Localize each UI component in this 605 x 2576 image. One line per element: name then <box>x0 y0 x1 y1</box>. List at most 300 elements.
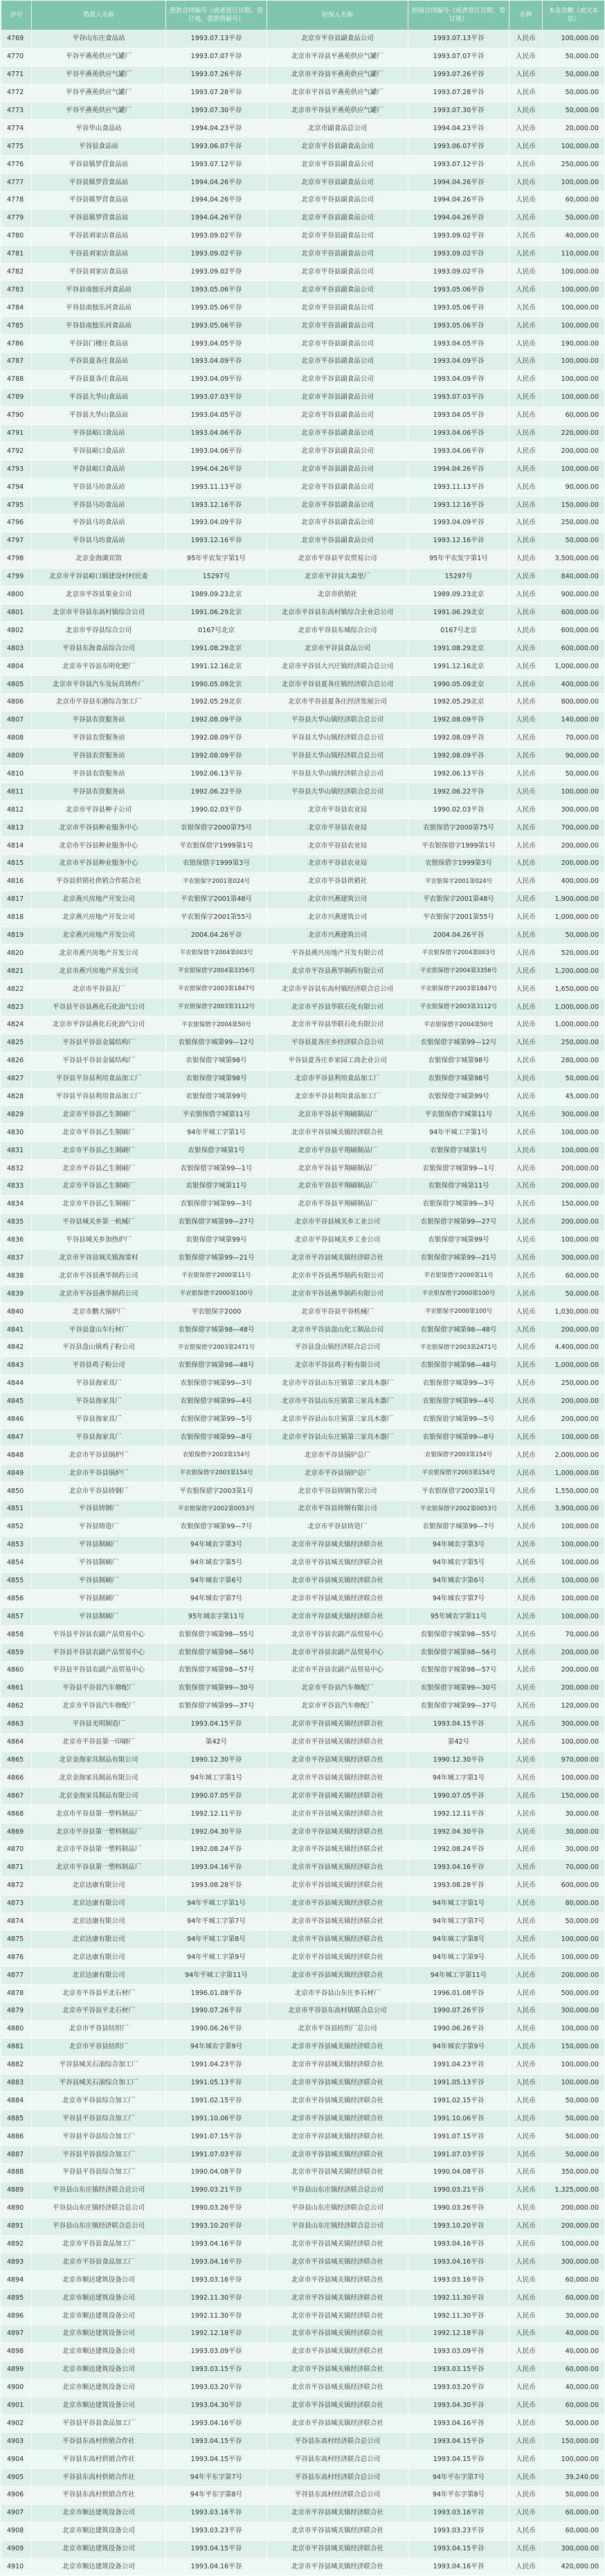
cell-currency: 人民币 <box>509 1106 543 1124</box>
cell-borrower: 北京达康有限公司 <box>32 1931 166 1949</box>
cell-amount: 100,000.00 <box>543 1590 605 1608</box>
cell-seq: 4820 <box>1 945 32 963</box>
cell-guarantee: 农银保借字1999第3号 <box>408 855 509 873</box>
cell-guarantor: 北京市平谷县城关镇经济联合社 <box>267 2038 408 2056</box>
cell-seq: 4848 <box>1 1447 32 1465</box>
cell-borrower: 平谷县南独乐河食品站 <box>32 317 166 335</box>
table-row <box>1 1644 605 1662</box>
cell-currency: 人民币 <box>509 1339 543 1357</box>
cell-amount: 220,000.00 <box>543 424 605 442</box>
cell-guarantor: 平谷县燕兴房地产开发有限公司 <box>267 945 408 963</box>
cell-contract: 1992.06.13平谷 <box>166 765 267 783</box>
cell-currency: 人民币 <box>509 1249 543 1267</box>
cell-seq: 4770 <box>1 48 32 66</box>
cell-borrower: 平谷县平谷县金属结构厂 <box>32 1052 166 1070</box>
cell-borrower: 平谷县东高村供销合作社 <box>32 2451 166 2469</box>
header-row <box>1 1 605 30</box>
cell-seq: 4898 <box>1 2343 32 2361</box>
table-row <box>1 138 605 156</box>
cell-borrower: 平谷县马坊食品站 <box>32 497 166 515</box>
table-row <box>1 2540 605 2558</box>
cell-seq: 4889 <box>1 2181 32 2199</box>
cell-seq: 4790 <box>1 406 32 424</box>
table-row <box>1 1088 605 1106</box>
cell-seq: 4901 <box>1 2397 32 2415</box>
cell-borrower: 平谷县镇罗营食品站 <box>32 174 166 192</box>
cell-borrower: 平谷县东高村供销合作社 <box>32 2433 166 2451</box>
cell-guarantor: 北京市平谷县城关镇经济联合社 <box>267 1967 408 1985</box>
cell-guarantee: 1994.04.26平谷 <box>408 209 509 227</box>
cell-seq: 4851 <box>1 1501 32 1519</box>
cell-amount: 30,000.00 <box>543 2307 605 2325</box>
cell-currency: 人民币 <box>509 156 543 174</box>
table-row <box>1 2181 605 2199</box>
cell-amount: 70,000.00 <box>543 1626 605 1644</box>
cell-currency: 人民币 <box>509 1662 543 1680</box>
cell-guarantor: 北京市平谷县城关镇经济联合社 <box>267 2522 408 2540</box>
cell-contract: 1993.04.30平谷 <box>166 2397 267 2415</box>
cell-guarantor: 平谷县大华山镇经济联合总公司 <box>267 783 408 801</box>
table-row <box>1 335 605 353</box>
cell-amount: 100,000.00 <box>543 1429 605 1447</box>
cell-contract: 1993.03.09平谷 <box>166 2343 267 2361</box>
cell-contract: 1990.06.26平谷 <box>166 2020 267 2038</box>
cell-borrower: 北京市顺达建筑设备公司 <box>32 2379 166 2397</box>
cell-amount: 40,000.00 <box>543 2379 605 2397</box>
cell-guarantor: 北京市平谷县城关镇经济联合社 <box>267 2504 408 2522</box>
cell-guarantee: 平农银保借字城第11号 <box>408 1106 509 1124</box>
cell-guarantee: 1993.07.07平谷 <box>408 48 509 66</box>
cell-contract: 农银保借字2000第75号 <box>166 819 267 837</box>
table-row <box>1 658 605 676</box>
cell-guarantor: 北京市平谷县城关镇经济联合社 <box>267 1877 408 1895</box>
cell-seq: 4769 <box>1 30 32 48</box>
table-row <box>1 1590 605 1608</box>
cell-guarantor: 北京市平谷县副食品公司 <box>267 442 408 460</box>
cell-seq: 4847 <box>1 1429 32 1447</box>
cell-contract: 1993.05.06平谷 <box>166 299 267 317</box>
table-row <box>1 1697 605 1715</box>
cell-currency: 人民币 <box>509 1195 543 1213</box>
cell-guarantor: 北京市平谷县山东庄镇第三家具木器厂 <box>267 1411 408 1429</box>
table-row <box>1 855 605 873</box>
table-row <box>1 945 605 963</box>
cell-amount: 150,000.00 <box>543 1787 605 1805</box>
cell-guarantee: 1993.03.16平谷 <box>408 2504 509 2522</box>
cell-contract: 1990.05.09北京 <box>166 676 267 694</box>
cell-guarantor: 北京市平谷县副食品公司 <box>267 497 408 515</box>
table-row <box>1 711 605 729</box>
cell-currency: 人民币 <box>509 2038 543 2056</box>
cell-amount: 200,000.00 <box>543 2217 605 2235</box>
cell-contract: 农银保借字城第99—8号 <box>166 1429 267 1447</box>
cell-guarantee: 1990.07.05平谷 <box>408 1787 509 1805</box>
cell-guarantee: 平农银保字2001第024号 <box>408 873 509 891</box>
table-row <box>1 2146 605 2164</box>
table-row <box>1 2325 605 2343</box>
cell-borrower: 北京市平谷县汽车及玩具铸件厂 <box>32 676 166 694</box>
cell-currency: 人民币 <box>509 765 543 783</box>
cell-amount: 150,000.00 <box>543 1195 605 1213</box>
table-row <box>1 192 605 210</box>
cell-borrower: 北京市平谷县第一塑料制品厂 <box>32 1805 166 1823</box>
cell-amount: 190,000.00 <box>543 335 605 353</box>
cell-contract: 1993.04.09平谷 <box>166 515 267 533</box>
cell-guarantor: 平谷县大华山镇经济联合总公司 <box>267 765 408 783</box>
cell-guarantee: 1992.12.11平谷 <box>408 1805 509 1823</box>
cell-borrower: 平谷县平谷县农副产品贸易中心 <box>32 1644 166 1662</box>
cell-guarantee: 1993.09.02平谷 <box>408 227 509 245</box>
cell-guarantor: 平谷县夏各庄乡经济联合总公司 <box>267 1034 408 1052</box>
cell-seq: 4858 <box>1 1626 32 1644</box>
cell-guarantor: 北京市平谷县副食品公司 <box>267 245 408 263</box>
cell-amount: 100,000.00 <box>543 1769 605 1787</box>
cell-amount: 1,000,000.00 <box>543 1465 605 1483</box>
cell-guarantor: 北京市平谷县城关镇经济联合社 <box>267 1715 408 1733</box>
cell-amount: 50,000.00 <box>543 2415 605 2433</box>
cell-amount: 100,000.00 <box>543 2451 605 2469</box>
cell-guarantee: 平农银保借字2003第1847号 <box>408 981 509 999</box>
cell-amount: 60,000.00 <box>543 2522 605 2540</box>
cell-seq: 4780 <box>1 227 32 245</box>
cell-seq: 4796 <box>1 515 32 533</box>
cell-guarantor: 北京市平谷县城关镇经济联合社 <box>267 1572 408 1590</box>
cell-currency: 人民币 <box>509 2020 543 2038</box>
cell-currency: 人民币 <box>509 1644 543 1662</box>
cell-guarantor: 北京市平谷县副食品公司 <box>267 138 408 156</box>
cell-guarantee: 农银保借字城第99—12号 <box>408 1034 509 1052</box>
cell-guarantee: 第42号 <box>408 1733 509 1751</box>
cell-guarantee: 农银保借字城第99—4号 <box>408 1393 509 1411</box>
cell-amount: 50,000.00 <box>543 2487 605 2505</box>
table-row <box>1 1303 605 1321</box>
table-row <box>1 568 605 586</box>
cell-borrower: 平谷县盘山镇鸡子粉公司 <box>32 1339 166 1357</box>
table-row <box>1 2235 605 2253</box>
cell-contract: 1994.04.26平谷 <box>166 174 267 192</box>
cell-seq: 4831 <box>1 1142 32 1160</box>
cell-guarantee: 1994.04.26平谷 <box>408 174 509 192</box>
cell-contract: 1992.05.29北京 <box>166 693 267 711</box>
cell-borrower: 北京燕兴房地产开发公司 <box>32 927 166 945</box>
cell-borrower: 平谷县刘家店食品站 <box>32 245 166 263</box>
cell-amount: 100,000.00 <box>543 263 605 281</box>
table-row <box>1 1106 605 1124</box>
cell-guarantor: 北京市平谷县农副产品贸易中心 <box>267 1662 408 1680</box>
cell-contract: 1989.09.23北京 <box>166 586 267 604</box>
cell-contract: 平农银保字2001第024号 <box>166 873 267 891</box>
cell-seq: 4837 <box>1 1249 32 1267</box>
cell-guarantee: 农银保借字城第98—57号 <box>408 1662 509 1680</box>
cell-contract: 农银保借字城第98—48号 <box>166 1357 267 1375</box>
cell-borrower: 平谷县马坊食品站 <box>32 515 166 533</box>
cell-seq: 4835 <box>1 1213 32 1231</box>
table-row <box>1 2271 605 2289</box>
cell-contract: 1993.04.06平谷 <box>166 424 267 442</box>
cell-guarantor: 平谷县东高村经济联合总公司 <box>267 2451 408 2469</box>
cell-guarantor: 北京市平谷县平谷机械厂 <box>267 1303 408 1321</box>
cell-currency: 人民币 <box>509 2217 543 2235</box>
cell-borrower: 平谷县大华山食品站 <box>32 406 166 424</box>
cell-currency: 人民币 <box>509 209 543 227</box>
cell-guarantor: 平谷县山东庄镇经济联合总公司 <box>267 2199 408 2217</box>
cell-guarantee: 94年城工字第8号 <box>408 1931 509 1949</box>
cell-currency: 人民币 <box>509 2343 543 2361</box>
cell-currency: 人民币 <box>509 1411 543 1429</box>
cell-currency: 人民币 <box>509 945 543 963</box>
cell-guarantor: 北京市平谷县城关镇经济联合社 <box>267 1769 408 1787</box>
cell-seq: 4905 <box>1 2469 32 2487</box>
cell-contract: 1993.04.15平谷 <box>166 2540 267 2558</box>
cell-guarantee: 1991.12.16北京 <box>408 658 509 676</box>
cell-guarantor: 北京市平谷县利用食品加工厂 <box>267 1088 408 1106</box>
cell-guarantee: 1992.05.29北京 <box>408 693 509 711</box>
cell-currency: 人民币 <box>509 2271 543 2289</box>
cell-borrower: 北京市平谷县城关镇海棠村 <box>32 1249 166 1267</box>
cell-amount: 4,400,000.00 <box>543 1339 605 1357</box>
cell-guarantor: 平谷县盘山镇经济联合总公司 <box>267 1339 408 1357</box>
table-row <box>1 1124 605 1142</box>
cell-seq: 4903 <box>1 2433 32 2451</box>
cell-amount: 400,000.00 <box>543 873 605 891</box>
cell-currency: 人民币 <box>509 1465 543 1483</box>
cell-borrower: 北京市平谷县锅炉厂 <box>32 1465 166 1483</box>
table-row <box>1 1733 605 1751</box>
cell-guarantor: 北京市平谷县山东庄镇第三家具木器厂 <box>267 1393 408 1411</box>
table-row <box>1 729 605 747</box>
cell-contract: 15297号 <box>166 568 267 586</box>
table-row <box>1 1572 605 1590</box>
cell-amount: 100,000.00 <box>543 1231 605 1249</box>
table-row <box>1 1213 605 1231</box>
cell-guarantee: 1993.03.20平谷 <box>408 2379 509 2397</box>
cell-seq: 4904 <box>1 2451 32 2469</box>
cell-seq: 4838 <box>1 1267 32 1285</box>
table-row <box>1 1931 605 1949</box>
cell-guarantee: 平农银保字2001第48号 <box>408 891 509 909</box>
table-row <box>1 981 605 999</box>
cell-amount: 39,240.00 <box>543 2469 605 2487</box>
cell-borrower: 平谷县南独乐河食品站 <box>32 281 166 299</box>
cell-currency: 人民币 <box>509 138 543 156</box>
cell-guarantor: 北京市平谷县大森里厂 <box>267 568 408 586</box>
cell-borrower: 北京市顺达建筑设备公司 <box>32 2307 166 2325</box>
cell-amount: 40,000.00 <box>543 227 605 245</box>
cell-guarantor: 北京市平谷县燕华制药有限公司 <box>267 963 408 981</box>
table-row <box>1 1841 605 1859</box>
header-cell-currency: 币种 <box>509 1 543 30</box>
cell-borrower: 平谷县农资服务站 <box>32 747 166 765</box>
cell-guarantor: 平谷县东高村经济联合总公司 <box>267 2469 408 2487</box>
table-row <box>1 747 605 765</box>
table-row <box>1 1231 605 1249</box>
cell-amount: 100,000.00 <box>543 2235 605 2253</box>
cell-contract: 1991.08.29北京 <box>166 640 267 658</box>
cell-seq: 4845 <box>1 1393 32 1411</box>
cell-contract: 1990.03.21平谷 <box>166 2181 267 2199</box>
cell-guarantor: 平谷县大华山镇经济联合总公司 <box>267 747 408 765</box>
cell-guarantee: 1993.04.05平谷 <box>408 335 509 353</box>
cell-contract: 1993.12.16平谷 <box>166 532 267 550</box>
cell-currency: 人民币 <box>509 1501 543 1519</box>
cell-amount: 50,000.00 <box>543 2128 605 2146</box>
cell-currency: 人民币 <box>509 2128 543 2146</box>
cell-amount: 520,000.00 <box>543 945 605 963</box>
cell-amount: 20,000.00 <box>543 120 605 138</box>
cell-guarantor: 北京市平谷县城关乡工业公司 <box>267 1231 408 1249</box>
cell-seq: 4893 <box>1 2253 32 2271</box>
cell-borrower: 北京市平谷县乙生制刷厂 <box>32 1106 166 1124</box>
cell-currency: 人民币 <box>509 1715 543 1733</box>
cell-currency: 人民币 <box>509 1285 543 1303</box>
cell-guarantee: 94年城农字第3号 <box>408 1536 509 1554</box>
cell-amount: 40,000.00 <box>543 2343 605 2361</box>
cell-contract: 1992.11.30平谷 <box>166 2289 267 2307</box>
cell-borrower: 北京市平谷县乙生制刷厂 <box>32 1124 166 1142</box>
cell-seq: 4888 <box>1 2163 32 2181</box>
cell-currency: 人民币 <box>509 658 543 676</box>
cell-seq: 4906 <box>1 2487 32 2505</box>
cell-guarantor: 北京市平谷县华联石化有限公司 <box>267 999 408 1017</box>
table-header <box>1 1 605 30</box>
cell-guarantee: 1993.04.05平谷 <box>408 406 509 424</box>
cell-guarantor: 平谷县山东庄镇经济联合总公司 <box>267 2217 408 2235</box>
cell-amount: 50,000.00 <box>543 1285 605 1303</box>
cell-guarantor: 北京市平谷县汽车修配厂 <box>267 1697 408 1715</box>
cell-seq: 4801 <box>1 604 32 622</box>
cell-borrower: 平谷县镇罗营食品站 <box>32 156 166 174</box>
table-row <box>1 2092 605 2110</box>
cell-guarantor: 北京市平谷县副食品公司 <box>267 353 408 371</box>
cell-currency: 人民币 <box>509 2092 543 2110</box>
cell-seq: 4833 <box>1 1178 32 1196</box>
table-row <box>1 1070 605 1088</box>
cell-borrower: 平谷县山东庄镇经济联合总公司 <box>32 2217 166 2235</box>
cell-guarantee: 1991.07.03平谷 <box>408 2146 509 2164</box>
cell-currency: 人民币 <box>509 586 543 604</box>
cell-guarantor: 北京市平谷县城关镇经济联合社 <box>267 2361 408 2379</box>
cell-currency: 人民币 <box>509 1429 543 1447</box>
cell-seq: 4812 <box>1 801 32 819</box>
cell-borrower: 北京金海家具制品有限公司 <box>32 1787 166 1805</box>
cell-amount: 200,000.00 <box>543 1178 605 1196</box>
cell-borrower: 平谷县制刷厂 <box>32 1572 166 1590</box>
cell-guarantee: 1993.07.13平谷 <box>408 30 509 48</box>
cell-amount: 150,000.00 <box>543 2038 605 2056</box>
cell-currency: 人民币 <box>509 1679 543 1697</box>
cell-currency: 人民币 <box>509 1931 543 1949</box>
cell-guarantee: 1990.04.08平谷 <box>408 2163 509 2181</box>
cell-amount: 200,000.00 <box>543 2199 605 2217</box>
cell-seq: 4825 <box>1 1034 32 1052</box>
cell-borrower: 平谷县海家具厂 <box>32 1375 166 1393</box>
cell-contract: 1993.09.02平谷 <box>166 263 267 281</box>
cell-amount: 70,000.00 <box>543 729 605 747</box>
cell-guarantee: 1993.04.16平谷 <box>408 2415 509 2433</box>
cell-guarantor: 北京市平谷县城关镇经济联合社 <box>267 2163 408 2181</box>
cell-guarantee: 1993.04.06平谷 <box>408 442 509 460</box>
cell-amount: 100,000.00 <box>543 1949 605 1967</box>
cell-contract: 平农银保借字城第11号 <box>166 1106 267 1124</box>
cell-amount: 100,000.00 <box>543 1518 605 1536</box>
cell-guarantor: 北京市平谷县城关镇经济联合社 <box>267 2110 408 2128</box>
cell-guarantee: 平农银保借字1999第1号 <box>408 837 509 855</box>
cell-contract: 农银保借字城第99—21号 <box>166 1249 267 1267</box>
cell-amount: 50,000.00 <box>543 1913 605 1931</box>
table-row <box>1 2289 605 2307</box>
cell-guarantor: 北京市平谷县平翔刷制品厂 <box>267 1106 408 1124</box>
cell-amount: 50,000.00 <box>543 765 605 783</box>
cell-contract: 1993.06.07平谷 <box>166 138 267 156</box>
cell-seq: 4855 <box>1 1572 32 1590</box>
cell-borrower: 平谷县平谷县燕化石化油气公司 <box>32 999 166 1017</box>
cell-seq: 4792 <box>1 442 32 460</box>
cell-currency: 人民币 <box>509 2307 543 2325</box>
cell-currency: 人民币 <box>509 2469 543 2487</box>
cell-guarantor: 北京市平谷县燕华制药有限公司 <box>267 1267 408 1285</box>
cell-contract: 1993.04.05平谷 <box>166 406 267 424</box>
cell-contract: 平农银保借字2000第11号 <box>166 1267 267 1285</box>
cell-borrower: 北京市平谷县东高村镇综合公司 <box>32 604 166 622</box>
cell-contract: 农银保借字城第99—3号 <box>166 1195 267 1213</box>
cell-guarantee: 1993.04.15平谷 <box>408 2540 509 2558</box>
cell-seq: 4778 <box>1 192 32 210</box>
cell-amount: 250,000.00 <box>543 515 605 533</box>
cell-borrower: 北京金海湖宾馆 <box>32 550 166 568</box>
cell-borrower: 北京市顺达建筑设备公司 <box>32 2558 166 2576</box>
cell-borrower: 平谷县刘家店食品站 <box>32 227 166 245</box>
cell-amount: 2,000,000.00 <box>543 1447 605 1465</box>
cell-currency: 人民币 <box>509 227 543 245</box>
cell-seq: 4843 <box>1 1357 32 1375</box>
cell-seq: 4850 <box>1 1483 32 1501</box>
cell-guarantee: 94年城工字第11号 <box>408 1967 509 1985</box>
cell-guarantor: 北京市平谷县城关镇经济联合社 <box>267 1608 408 1626</box>
table-row <box>1 1447 605 1465</box>
cell-guarantee: 1991.08.29北京 <box>408 640 509 658</box>
cell-borrower: 北京市平谷县种业服务中心 <box>32 837 166 855</box>
cell-guarantor: 北京市平谷县平翔刷制品厂 <box>267 1195 408 1213</box>
cell-guarantor: 北京市平谷县城关镇经济联合社 <box>267 1787 408 1805</box>
cell-guarantee: 1993.05.06平谷 <box>408 281 509 299</box>
table-row <box>1 909 605 927</box>
cell-currency: 人民币 <box>509 1859 543 1877</box>
cell-seq: 4819 <box>1 927 32 945</box>
table-row <box>1 245 605 263</box>
cell-borrower: 平谷县盘山车行材厂 <box>32 1321 166 1339</box>
cell-seq: 4829 <box>1 1106 32 1124</box>
cell-amount: 600,000.00 <box>543 604 605 622</box>
cell-contract: 1993.10.20平谷 <box>166 2217 267 2235</box>
cell-amount: 300,000.00 <box>543 801 605 819</box>
table-row <box>1 2379 605 2397</box>
cell-seq: 4885 <box>1 2110 32 2128</box>
cell-seq: 4853 <box>1 1536 32 1554</box>
cell-seq: 4860 <box>1 1662 32 1680</box>
cell-currency: 人民币 <box>509 1554 543 1572</box>
cell-currency: 人民币 <box>509 2433 543 2451</box>
cell-contract: 94年城农字第3号 <box>166 1536 267 1554</box>
cell-currency: 人民币 <box>509 1536 543 1554</box>
table-row <box>1 1393 605 1411</box>
cell-guarantor: 北京市平谷县城关镇经济联合社 <box>267 1913 408 1931</box>
cell-contract: 1990.03.26平谷 <box>166 2199 267 2217</box>
cell-guarantor: 北京市平谷县城关镇经济联合社 <box>267 2146 408 2164</box>
cell-contract: 1992.06.22平谷 <box>166 783 267 801</box>
cell-guarantor: 北京市平谷县城关镇经济联合社 <box>267 1823 408 1841</box>
cell-borrower: 平谷县铸钢厂 <box>32 1501 166 1519</box>
cell-seq: 4863 <box>1 1715 32 1733</box>
